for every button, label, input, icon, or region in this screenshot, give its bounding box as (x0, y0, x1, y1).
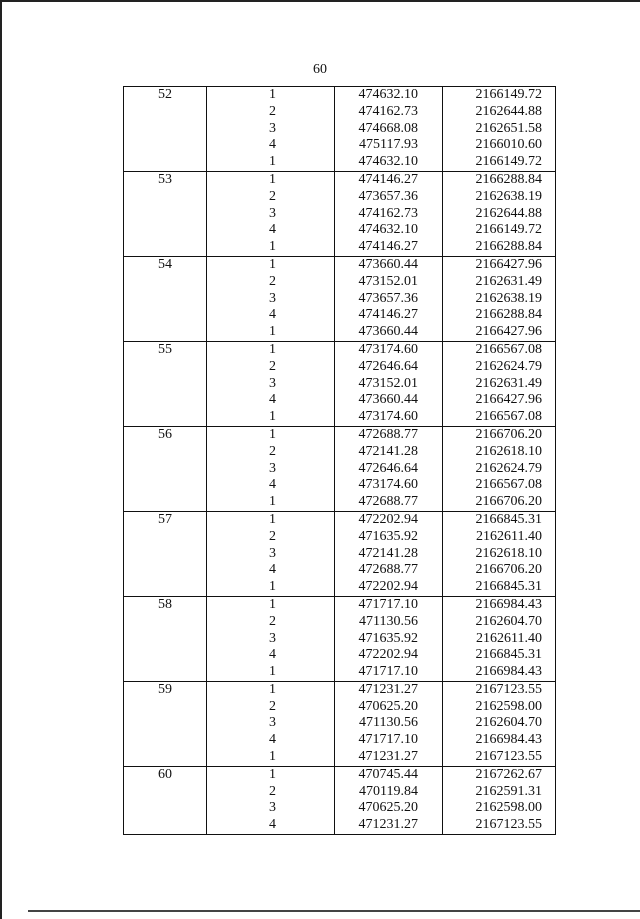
x-coordinate-cell: 473174.60 (335, 341, 443, 358)
point-number-cell: 1 (207, 239, 335, 256)
table-row (124, 392, 556, 409)
point-number-cell: 1 (207, 664, 335, 681)
x-coordinate-cell: 474632.10 (335, 222, 443, 239)
point-number-cell: 4 (207, 137, 335, 154)
point-number-cell: 1 (207, 681, 335, 698)
coordinates-table (123, 86, 556, 835)
table-row (124, 171, 556, 188)
plot-number-cell (124, 800, 207, 817)
plot-number-cell (124, 699, 207, 716)
plot-number-cell (124, 817, 207, 834)
x-coordinate-cell: 475117.93 (335, 137, 443, 154)
table-row (124, 461, 556, 478)
plot-number-cell (124, 409, 207, 426)
point-number-cell: 1 (207, 511, 335, 528)
page-edge-left (0, 0, 2, 919)
plot-number-cell (124, 376, 207, 393)
plot-number-cell (124, 189, 207, 206)
y-coordinate-cell: 2166984.43 (443, 664, 556, 681)
y-coordinate-cell: 2162644.88 (443, 206, 556, 223)
y-coordinate-cell: 2166845.31 (443, 579, 556, 596)
table-row (124, 715, 556, 732)
y-coordinate-cell: 2166984.43 (443, 732, 556, 749)
x-coordinate-cell: 471231.27 (335, 681, 443, 698)
point-number-cell: 2 (207, 189, 335, 206)
x-coordinate-cell: 471231.27 (335, 817, 443, 834)
y-coordinate-cell: 2166010.60 (443, 137, 556, 154)
plot-number-cell (124, 239, 207, 256)
x-coordinate-cell: 472646.64 (335, 461, 443, 478)
y-coordinate-cell: 2162591.31 (443, 784, 556, 801)
point-number-cell: 4 (207, 222, 335, 239)
x-coordinate-cell: 474146.27 (335, 307, 443, 324)
table-row (124, 291, 556, 308)
point-number-cell: 2 (207, 104, 335, 121)
x-coordinate-cell: 473660.44 (335, 392, 443, 409)
plot-number-cell (124, 614, 207, 631)
x-coordinate-cell: 472202.94 (335, 647, 443, 664)
x-coordinate-cell: 472646.64 (335, 359, 443, 376)
plot-number-cell (124, 647, 207, 664)
x-coordinate-cell: 474162.73 (335, 206, 443, 223)
plot-number-cell (124, 579, 207, 596)
point-number-cell: 2 (207, 359, 335, 376)
plot-number-cell (124, 324, 207, 341)
point-number-cell: 4 (207, 647, 335, 664)
plot-number-cell (124, 546, 207, 563)
point-number-cell: 4 (207, 817, 335, 834)
plot-number-cell: 60 (124, 766, 207, 783)
point-number-cell: 2 (207, 699, 335, 716)
y-coordinate-cell: 2166149.72 (443, 87, 556, 104)
plot-number-cell (124, 222, 207, 239)
point-number-cell: 1 (207, 409, 335, 426)
y-coordinate-cell: 2162618.10 (443, 444, 556, 461)
x-coordinate-cell: 472688.77 (335, 494, 443, 511)
table-row (124, 256, 556, 273)
x-coordinate-cell: 472141.28 (335, 546, 443, 563)
y-coordinate-cell: 2167262.67 (443, 766, 556, 783)
plot-number-cell (124, 784, 207, 801)
y-coordinate-cell: 2166845.31 (443, 647, 556, 664)
y-coordinate-cell: 2166845.31 (443, 511, 556, 528)
plot-number-cell (124, 137, 207, 154)
point-number-cell: 3 (207, 631, 335, 648)
table-row (124, 359, 556, 376)
page-number: 60 (313, 62, 327, 77)
plot-number-cell: 58 (124, 596, 207, 613)
x-coordinate-cell: 470625.20 (335, 800, 443, 817)
x-coordinate-cell: 474632.10 (335, 154, 443, 171)
plot-number-cell: 59 (124, 681, 207, 698)
plot-number-cell (124, 206, 207, 223)
point-number-cell: 3 (207, 461, 335, 478)
y-coordinate-cell: 2166149.72 (443, 154, 556, 171)
y-coordinate-cell: 2162624.79 (443, 461, 556, 478)
y-coordinate-cell: 2162631.49 (443, 376, 556, 393)
x-coordinate-cell: 474146.27 (335, 171, 443, 188)
x-coordinate-cell: 472688.77 (335, 562, 443, 579)
point-number-cell: 1 (207, 749, 335, 766)
table-row (124, 477, 556, 494)
plot-number-cell (124, 291, 207, 308)
point-number-cell: 1 (207, 494, 335, 511)
y-coordinate-cell: 2166567.08 (443, 409, 556, 426)
x-coordinate-cell: 473152.01 (335, 376, 443, 393)
point-number-cell: 3 (207, 291, 335, 308)
table-row (124, 121, 556, 138)
point-number-cell: 1 (207, 154, 335, 171)
point-number-cell: 4 (207, 562, 335, 579)
y-coordinate-cell: 2166706.20 (443, 562, 556, 579)
point-number-cell: 3 (207, 800, 335, 817)
y-coordinate-cell: 2162598.00 (443, 699, 556, 716)
table-row (124, 137, 556, 154)
table-row (124, 749, 556, 766)
plot-number-cell (124, 444, 207, 461)
y-coordinate-cell: 2166706.20 (443, 426, 556, 443)
y-coordinate-cell: 2162624.79 (443, 359, 556, 376)
x-coordinate-cell: 471130.56 (335, 715, 443, 732)
x-coordinate-cell: 472688.77 (335, 426, 443, 443)
y-coordinate-cell: 2166288.84 (443, 171, 556, 188)
table-row (124, 562, 556, 579)
point-number-cell: 3 (207, 715, 335, 732)
plot-number-cell (124, 562, 207, 579)
point-number-cell: 1 (207, 426, 335, 443)
y-coordinate-cell: 2162611.40 (443, 529, 556, 546)
x-coordinate-cell: 472202.94 (335, 579, 443, 596)
y-coordinate-cell: 2162638.19 (443, 291, 556, 308)
plot-number-cell (124, 274, 207, 291)
point-number-cell: 1 (207, 256, 335, 273)
point-number-cell: 3 (207, 376, 335, 393)
table-row (124, 87, 556, 104)
plot-number-cell: 54 (124, 256, 207, 273)
plot-number-cell (124, 529, 207, 546)
table-row (124, 631, 556, 648)
point-number-cell: 2 (207, 444, 335, 461)
point-number-cell: 1 (207, 324, 335, 341)
x-coordinate-cell: 470625.20 (335, 699, 443, 716)
point-number-cell: 4 (207, 307, 335, 324)
table-row (124, 154, 556, 171)
plot-number-cell: 52 (124, 87, 207, 104)
point-number-cell: 4 (207, 477, 335, 494)
y-coordinate-cell: 2166427.96 (443, 324, 556, 341)
y-coordinate-cell: 2162618.10 (443, 546, 556, 563)
table-row (124, 664, 556, 681)
x-coordinate-cell: 471231.27 (335, 749, 443, 766)
plot-number-cell (124, 494, 207, 511)
y-coordinate-cell: 2166567.08 (443, 341, 556, 358)
table-row (124, 341, 556, 358)
x-coordinate-cell: 474632.10 (335, 87, 443, 104)
plot-number-cell (124, 121, 207, 138)
table-row (124, 614, 556, 631)
plot-number-cell (124, 307, 207, 324)
x-coordinate-cell: 473657.36 (335, 189, 443, 206)
plot-number-cell (124, 664, 207, 681)
y-coordinate-cell: 2166288.84 (443, 239, 556, 256)
x-coordinate-cell: 474146.27 (335, 239, 443, 256)
point-number-cell: 2 (207, 274, 335, 291)
y-coordinate-cell: 2166706.20 (443, 494, 556, 511)
table-row (124, 511, 556, 528)
table-row (124, 529, 556, 546)
page-edge-bottom (28, 910, 640, 912)
table-row (124, 426, 556, 443)
point-number-cell: 2 (207, 614, 335, 631)
y-coordinate-cell: 2162644.88 (443, 104, 556, 121)
x-coordinate-cell: 471717.10 (335, 732, 443, 749)
table-row (124, 222, 556, 239)
x-coordinate-cell: 473174.60 (335, 409, 443, 426)
table-row (124, 274, 556, 291)
plot-number-cell (124, 154, 207, 171)
point-number-cell: 1 (207, 579, 335, 596)
point-number-cell: 3 (207, 546, 335, 563)
plot-number-cell (124, 392, 207, 409)
x-coordinate-cell: 473657.36 (335, 291, 443, 308)
x-coordinate-cell: 473152.01 (335, 274, 443, 291)
x-coordinate-cell: 470745.44 (335, 766, 443, 783)
table-row (124, 699, 556, 716)
x-coordinate-cell: 473174.60 (335, 477, 443, 494)
point-number-cell: 4 (207, 392, 335, 409)
y-coordinate-cell: 2162604.70 (443, 715, 556, 732)
plot-number-cell (124, 477, 207, 494)
y-coordinate-cell: 2166288.84 (443, 307, 556, 324)
point-number-cell: 2 (207, 529, 335, 546)
y-coordinate-cell: 2166149.72 (443, 222, 556, 239)
point-number-cell: 3 (207, 121, 335, 138)
plot-number-cell (124, 715, 207, 732)
page-edge-top (0, 0, 640, 2)
table-row (124, 307, 556, 324)
x-coordinate-cell: 472202.94 (335, 511, 443, 528)
table-row (124, 647, 556, 664)
plot-number-cell (124, 749, 207, 766)
plot-number-cell: 56 (124, 426, 207, 443)
table-row (124, 409, 556, 426)
point-number-cell: 1 (207, 596, 335, 613)
table-row (124, 546, 556, 563)
coordinates-table-body (124, 87, 556, 835)
table-row (124, 324, 556, 341)
table-row (124, 189, 556, 206)
table-row (124, 206, 556, 223)
table-row (124, 596, 556, 613)
x-coordinate-cell: 473660.44 (335, 324, 443, 341)
x-coordinate-cell: 471635.92 (335, 631, 443, 648)
point-number-cell: 1 (207, 766, 335, 783)
y-coordinate-cell: 2162598.00 (443, 800, 556, 817)
x-coordinate-cell: 471717.10 (335, 664, 443, 681)
plot-number-cell (124, 104, 207, 121)
y-coordinate-cell: 2162638.19 (443, 189, 556, 206)
y-coordinate-cell: 2166984.43 (443, 596, 556, 613)
table-row (124, 800, 556, 817)
plot-number-cell (124, 732, 207, 749)
table-row (124, 732, 556, 749)
point-number-cell: 4 (207, 732, 335, 749)
y-coordinate-cell: 2162631.49 (443, 274, 556, 291)
x-coordinate-cell: 474162.73 (335, 104, 443, 121)
table-row (124, 104, 556, 121)
table-row (124, 494, 556, 511)
x-coordinate-cell: 471130.56 (335, 614, 443, 631)
plot-number-cell: 55 (124, 341, 207, 358)
x-coordinate-cell: 470119.84 (335, 784, 443, 801)
table-row (124, 766, 556, 783)
table-row (124, 376, 556, 393)
plot-number-cell: 57 (124, 511, 207, 528)
table-row (124, 784, 556, 801)
point-number-cell: 3 (207, 206, 335, 223)
point-number-cell: 2 (207, 784, 335, 801)
y-coordinate-cell: 2162604.70 (443, 614, 556, 631)
y-coordinate-cell: 2167123.55 (443, 681, 556, 698)
point-number-cell: 1 (207, 171, 335, 188)
x-coordinate-cell: 474668.08 (335, 121, 443, 138)
x-coordinate-cell: 471635.92 (335, 529, 443, 546)
point-number-cell: 1 (207, 341, 335, 358)
y-coordinate-cell: 2162611.40 (443, 631, 556, 648)
table-row (124, 239, 556, 256)
x-coordinate-cell: 471717.10 (335, 596, 443, 613)
table-row (124, 579, 556, 596)
table-row (124, 817, 556, 834)
plot-number-cell (124, 359, 207, 376)
y-coordinate-cell: 2167123.55 (443, 749, 556, 766)
x-coordinate-cell: 473660.44 (335, 256, 443, 273)
plot-number-cell (124, 631, 207, 648)
y-coordinate-cell: 2166567.08 (443, 477, 556, 494)
table-row (124, 681, 556, 698)
plot-number-cell (124, 461, 207, 478)
x-coordinate-cell: 472141.28 (335, 444, 443, 461)
y-coordinate-cell: 2166427.96 (443, 392, 556, 409)
y-coordinate-cell: 2167123.55 (443, 817, 556, 834)
table-row (124, 444, 556, 461)
y-coordinate-cell: 2166427.96 (443, 256, 556, 273)
point-number-cell: 1 (207, 87, 335, 104)
y-coordinate-cell: 2162651.58 (443, 121, 556, 138)
plot-number-cell: 53 (124, 171, 207, 188)
